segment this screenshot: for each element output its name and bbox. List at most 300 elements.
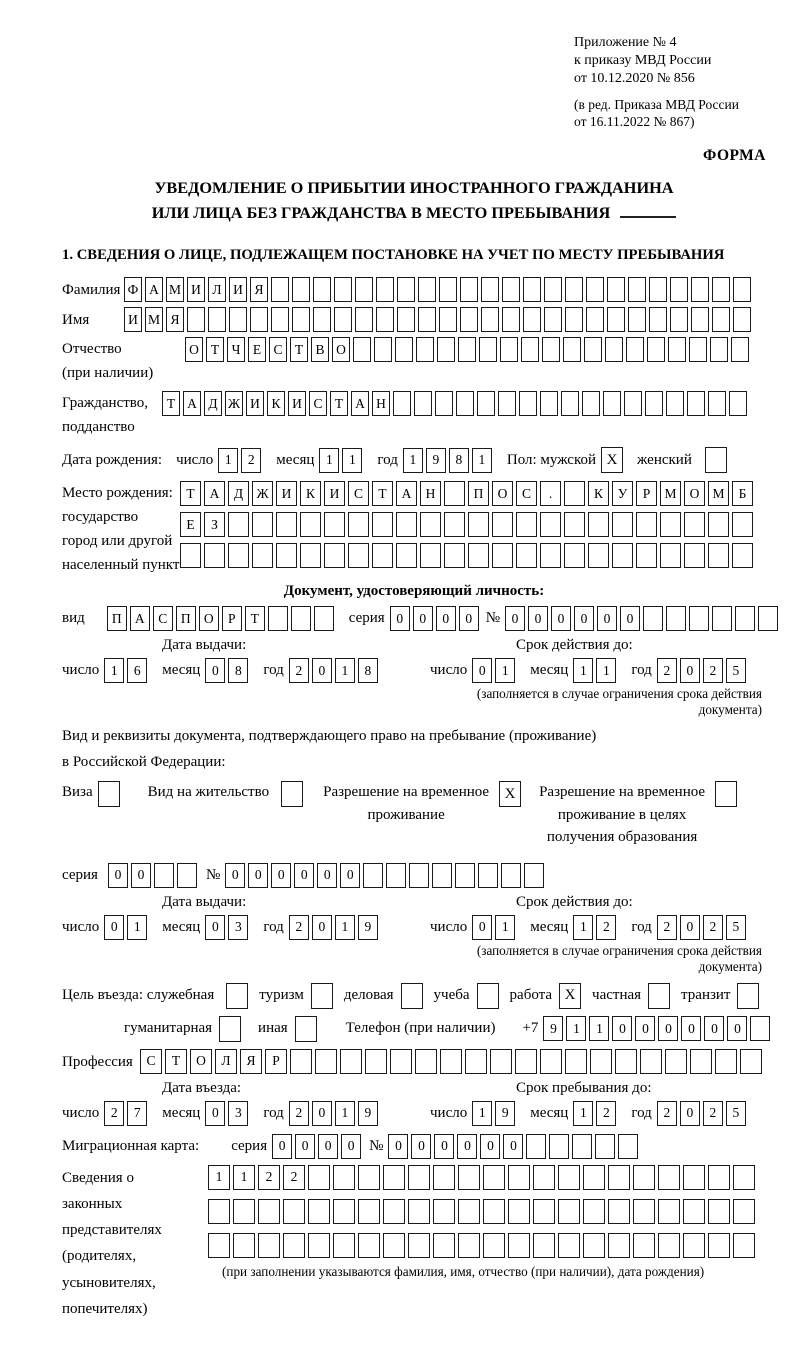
- form-cell: 2: [657, 915, 677, 940]
- form-cell: Д: [228, 481, 249, 506]
- form-cell: [526, 1134, 546, 1159]
- doc-series-label: серия: [348, 610, 385, 627]
- birth-place-row: [62, 481, 766, 577]
- form-cell: [250, 307, 268, 332]
- form-cell: 0: [340, 863, 360, 888]
- form-cell: [588, 512, 609, 537]
- residence-series-cells: [108, 863, 200, 888]
- residence-series-row: [62, 863, 766, 888]
- form-cell: 0: [612, 1016, 632, 1041]
- form-cell: И: [276, 481, 297, 506]
- form-cell: [666, 606, 686, 631]
- form-cell: [258, 1199, 280, 1224]
- form-cell: [564, 543, 585, 568]
- form-cell: [324, 512, 345, 537]
- form-cell: 0: [681, 1016, 701, 1041]
- representatives-cells-row1: [208, 1165, 758, 1190]
- form-cell: [456, 391, 474, 416]
- purpose-row1: Цель въезда: служебная туризм деловая учеба работа X частная транзит: [62, 983, 766, 1009]
- form-cell: [540, 1049, 562, 1074]
- form-cell: [481, 307, 499, 332]
- form-cell: Т: [245, 606, 265, 631]
- form-cell: [758, 606, 778, 631]
- phone-prefix: +7: [522, 1020, 539, 1037]
- form-cell: С: [516, 481, 537, 506]
- form-cell: [687, 391, 705, 416]
- form-cell: [508, 1165, 530, 1190]
- purpose-transit-checkbox: [737, 983, 759, 1009]
- form-cell: 1: [573, 1101, 593, 1126]
- form-cell: 0: [551, 606, 571, 631]
- form-cell: 0: [727, 1016, 747, 1041]
- form-cell: 1: [403, 448, 423, 473]
- form-cell: [733, 307, 751, 332]
- form-cell: 6: [127, 658, 147, 683]
- form-cell: [683, 1199, 705, 1224]
- form-cell: [733, 1199, 755, 1224]
- form-cell: [390, 1049, 412, 1074]
- form-cell: И: [324, 481, 345, 506]
- form-cell: [420, 512, 441, 537]
- form-cell: [460, 307, 478, 332]
- form-cell: [710, 337, 728, 362]
- given-name-label: Имя: [62, 312, 90, 329]
- form-cell: А: [183, 391, 201, 416]
- sex-female-label: женский: [637, 451, 692, 468]
- form-cell: [355, 277, 373, 302]
- patronymic-label: Отчество (при наличии): [62, 341, 154, 382]
- form-cell: 1: [573, 915, 593, 940]
- representatives-cells-row2: [208, 1199, 758, 1224]
- form-cell: [564, 512, 585, 537]
- form-cell: [533, 1165, 555, 1190]
- residence-dates: Дата выдачи: число 0 1 месяц 0 3 год 2 0 1 9 Срок действия до: число 0 1 месяц 1 2 год 2 0 2 5 (заполняется в случае ограничения срока действия документа): [62, 894, 766, 975]
- form-cell: [608, 1199, 630, 1224]
- form-cell: 0: [411, 1134, 431, 1159]
- form-cell: Т: [372, 481, 393, 506]
- edu-permit-option: Разрешение на временное проживание в целях получения образования: [539, 781, 737, 849]
- form-cell: Л: [208, 277, 226, 302]
- month-label: месяц: [276, 451, 315, 468]
- form-cell: У: [612, 481, 633, 506]
- form-cell: [515, 1049, 537, 1074]
- form-cell: [208, 1199, 230, 1224]
- entry-month-cells: [205, 1101, 251, 1126]
- form-cell: 0: [635, 1016, 655, 1041]
- form-cell: Т: [162, 391, 180, 416]
- issue-day-cells: [104, 658, 150, 683]
- form-cell: [708, 391, 726, 416]
- form-cell: [313, 307, 331, 332]
- form-cell: 0: [318, 1134, 338, 1159]
- migration-card-row: [62, 1134, 766, 1159]
- form-title: [62, 175, 766, 226]
- form-title-line2: ИЛИ ЛИЦА БЕЗ ГРАЖДАНСТВА В МЕСТО ПРЕБЫВАНИЯ: [151, 202, 611, 222]
- residence-intro: Вид и реквизиты документа, подтверждающего право на пребывание (проживание) в Российской Федерации:: [62, 728, 597, 770]
- form-cell: И: [124, 307, 142, 332]
- form-cell: [228, 543, 249, 568]
- form-cell: С: [140, 1049, 162, 1074]
- residence-permit-option: Вид на жительство: [148, 781, 303, 807]
- form-cell: [542, 337, 560, 362]
- form-cell: [645, 391, 663, 416]
- form-cell: [458, 1233, 480, 1258]
- purpose-business-checkbox: [226, 983, 248, 1009]
- form-cell: [355, 307, 373, 332]
- form-cell: [333, 1165, 355, 1190]
- form-cell: [271, 307, 289, 332]
- residence-permits-row: [62, 781, 766, 849]
- form-cell: [374, 337, 392, 362]
- form-cell: [383, 1199, 405, 1224]
- form-cell: 2: [657, 658, 677, 683]
- form-cell: [729, 391, 747, 416]
- form-cell: Т: [330, 391, 348, 416]
- form-cell: 2: [596, 915, 616, 940]
- phone-cells: [543, 1016, 773, 1041]
- form-cell: [292, 307, 310, 332]
- issue-date-head: Дата выдачи:: [162, 637, 247, 654]
- form-cell: К: [300, 481, 321, 506]
- doc-type-label: вид: [62, 610, 85, 627]
- form-cell: [523, 277, 541, 302]
- form-cell: [348, 512, 369, 537]
- form-cell: [508, 1199, 530, 1224]
- temp-permit-checkbox: X: [499, 781, 521, 807]
- form-cell: [590, 1049, 612, 1074]
- form-cell: 0: [457, 1134, 477, 1159]
- form-cell: [565, 277, 583, 302]
- form-cell: [712, 307, 730, 332]
- form-cell: Ж: [252, 481, 273, 506]
- temp-permit-option: Разрешение на временное проживание X: [323, 781, 521, 826]
- form-cell: М: [708, 481, 729, 506]
- form-cell: 0: [248, 863, 268, 888]
- form-cell: [437, 337, 455, 362]
- form-cell: [683, 1165, 705, 1190]
- form-cell: Н: [372, 391, 390, 416]
- form-cell: 0: [271, 863, 291, 888]
- migration-series-label: серия: [231, 1137, 268, 1154]
- form-cell: [458, 1165, 480, 1190]
- form-cell: [291, 606, 311, 631]
- form-cell: 1: [104, 658, 124, 683]
- form-cell: [358, 1199, 380, 1224]
- form-cell: 0: [295, 1134, 315, 1159]
- form-cell: [383, 1165, 405, 1190]
- stay-until-month-cells: [573, 1101, 619, 1126]
- form-cell: [731, 337, 749, 362]
- purpose-work-checkbox: X: [559, 983, 581, 1009]
- form-cell: [502, 277, 520, 302]
- sex-label: Пол: мужской: [506, 451, 597, 468]
- given-name-row: [62, 307, 766, 332]
- form-cell: Ж: [225, 391, 243, 416]
- form-cell: [283, 1199, 305, 1224]
- form-cell: 2: [289, 658, 309, 683]
- form-cell: [376, 307, 394, 332]
- form-cell: 7: [127, 1101, 147, 1126]
- form-cell: [395, 337, 413, 362]
- form-cell: 0: [680, 658, 700, 683]
- birth-place-cells-row2: [180, 512, 756, 537]
- form-cell: 0: [505, 606, 525, 631]
- form-cell: [458, 337, 476, 362]
- appendix-line: Приложение № 4: [574, 35, 677, 50]
- form-cell: [691, 277, 709, 302]
- form-cell: О: [185, 337, 203, 362]
- form-cell: 0: [388, 1134, 408, 1159]
- form-cell: [290, 1049, 312, 1074]
- form-cell: 0: [436, 606, 456, 631]
- profession-label: Профессия: [62, 1053, 133, 1070]
- residence-permit-checkbox: [281, 781, 303, 807]
- form-cell: [315, 1049, 337, 1074]
- stay-until-day-cells: [472, 1101, 518, 1126]
- residence-expiry-note: (заполняется в случае ограничения срока действия документа): [476, 942, 762, 974]
- form-cell: [708, 1165, 730, 1190]
- form-cell: 0: [104, 915, 124, 940]
- form-cell: [521, 337, 539, 362]
- form-cell: Я: [166, 307, 184, 332]
- doc-number-cells: [505, 606, 781, 631]
- form-cell: Т: [206, 337, 224, 362]
- form-cell: [500, 337, 518, 362]
- form-cell: [660, 543, 681, 568]
- form-cell: 9: [543, 1016, 563, 1041]
- form-cell: [333, 1233, 355, 1258]
- form-cell: [558, 1233, 580, 1258]
- form-cell: Т: [180, 481, 201, 506]
- form-cell: 0: [472, 915, 492, 940]
- form-cell: 2: [258, 1165, 280, 1190]
- form-cell: 1: [472, 448, 492, 473]
- form-cell: [519, 391, 537, 416]
- form-cell: [492, 543, 513, 568]
- form-cell: 0: [225, 863, 245, 888]
- form-cell: А: [204, 481, 225, 506]
- form-cell: Ф: [124, 277, 142, 302]
- residence-expiry-day-cells: [472, 915, 518, 940]
- form-cell: [433, 1165, 455, 1190]
- form-cell: [418, 277, 436, 302]
- form-cell: 0: [413, 606, 433, 631]
- form-cell: Р: [636, 481, 657, 506]
- form-cell: Д: [204, 391, 222, 416]
- form-cell: [565, 307, 583, 332]
- form-cell: [708, 1199, 730, 1224]
- form-cell: И: [246, 391, 264, 416]
- form-cell: [490, 1049, 512, 1074]
- form-cell: [418, 307, 436, 332]
- form-cell: [228, 512, 249, 537]
- form-cell: 0: [704, 1016, 724, 1041]
- citizenship-row: [62, 391, 766, 439]
- form-cell: 1: [233, 1165, 255, 1190]
- form-cell: [252, 543, 273, 568]
- form-cell: [628, 307, 646, 332]
- form-cell: [292, 277, 310, 302]
- form-cell: [414, 391, 432, 416]
- form-cell: [276, 543, 297, 568]
- form-cell: [605, 337, 623, 362]
- form-cell: [643, 606, 663, 631]
- form-cell: [397, 277, 415, 302]
- form-cell: [735, 606, 755, 631]
- form-cell: 2: [283, 1165, 305, 1190]
- appendix-line: к приказу МВД России: [574, 53, 712, 69]
- form-cell: [733, 277, 751, 302]
- patronymic-row: [62, 337, 766, 385]
- form-cell: [691, 307, 709, 332]
- form-cell: Я: [250, 277, 268, 302]
- form-cell: [649, 277, 667, 302]
- form-cell: [608, 1233, 630, 1258]
- form-cell: 2: [104, 1101, 124, 1126]
- form-cell: [300, 543, 321, 568]
- form-cell: [432, 863, 452, 888]
- form-cell: [465, 1049, 487, 1074]
- form-cell: [353, 337, 371, 362]
- form-cell: 0: [390, 606, 410, 631]
- form-cell: [540, 543, 561, 568]
- form-cell: [458, 1199, 480, 1224]
- residence-series-label: серия: [62, 866, 98, 883]
- form-cell: [508, 1233, 530, 1258]
- form-cell: 0: [472, 658, 492, 683]
- purpose-other-checkbox: [295, 1016, 317, 1042]
- form-cell: [154, 863, 174, 888]
- form-cell: [636, 512, 657, 537]
- form-cell: 1: [495, 915, 515, 940]
- birth-date-label: Дата рождения:: [62, 451, 163, 468]
- stay-until-year-cells: [657, 1101, 749, 1126]
- edition-line: от 16.11.2022 № 867): [574, 114, 695, 130]
- form-cell: 0: [272, 1134, 292, 1159]
- form-cell: [460, 277, 478, 302]
- entry-year-cells: [289, 1101, 381, 1126]
- residence-expiry-year-cells: [657, 915, 749, 940]
- form-cell: 1: [335, 915, 355, 940]
- form-cell: [564, 481, 585, 506]
- form-cell: [558, 1199, 580, 1224]
- form-cell: [533, 1199, 555, 1224]
- form-cell: Р: [265, 1049, 287, 1074]
- form-cell: [658, 1199, 680, 1224]
- form-cell: [732, 543, 753, 568]
- doc-number-label: №: [485, 610, 500, 627]
- form-cell: [444, 481, 465, 506]
- form-cell: О: [492, 481, 513, 506]
- form-cell: [615, 1049, 637, 1074]
- representatives-note: (при заполнении указываются фамилия, имя, отчество (при наличии), дата рождения): [222, 1263, 705, 1279]
- form-cell: [624, 391, 642, 416]
- form-cell: [444, 512, 465, 537]
- form-cell: [208, 1233, 230, 1258]
- visa-checkbox: [98, 781, 120, 807]
- form-cell: 0: [312, 1101, 332, 1126]
- form-cell: [300, 512, 321, 537]
- form-cell: [690, 1049, 712, 1074]
- form-cell: 0: [680, 1101, 700, 1126]
- form-cell: [583, 1199, 605, 1224]
- form-cell: [252, 512, 273, 537]
- form-cell: Т: [165, 1049, 187, 1074]
- form-cell: [565, 1049, 587, 1074]
- form-cell: 0: [131, 863, 151, 888]
- form-cell: К: [267, 391, 285, 416]
- form-cell: [408, 1165, 430, 1190]
- form-cell: [204, 543, 225, 568]
- form-cell: [416, 337, 434, 362]
- entry-day-cells: [104, 1101, 150, 1126]
- profession-cells: [140, 1049, 765, 1074]
- form-cell: [358, 1233, 380, 1258]
- form-cell: 0: [205, 915, 225, 940]
- form-cell: К: [588, 481, 609, 506]
- form-cell: 0: [205, 1101, 225, 1126]
- form-cell: [586, 307, 604, 332]
- form-cell: 0: [317, 863, 337, 888]
- issue-month-cells: [205, 658, 251, 683]
- form-cell: [348, 543, 369, 568]
- form-cell: [372, 543, 393, 568]
- form-cell: [665, 1049, 687, 1074]
- form-cell: А: [351, 391, 369, 416]
- form-cell: [608, 1165, 630, 1190]
- form-cell: [439, 307, 457, 332]
- residence-number-label: №: [205, 866, 221, 883]
- residence-expiry-month-cells: [573, 915, 619, 940]
- form-cell: 0: [680, 915, 700, 940]
- form-cell: [595, 1134, 615, 1159]
- citizenship-cells: [162, 391, 750, 439]
- form-cell: П: [468, 481, 489, 506]
- form-cell: [498, 391, 516, 416]
- form-cell: 1: [573, 658, 593, 683]
- form-cell: [258, 1233, 280, 1258]
- form-cell: [333, 1199, 355, 1224]
- form-cell: 2: [703, 658, 723, 683]
- form-cell: [386, 863, 406, 888]
- form-cell: 5: [726, 915, 746, 940]
- surname-row: [62, 277, 766, 302]
- form-cell: И: [187, 277, 205, 302]
- birth-day-cells: [218, 448, 264, 473]
- form-cell: О: [199, 606, 219, 631]
- form-cell: [479, 337, 497, 362]
- day-label: число: [176, 451, 214, 468]
- form-cell: [415, 1049, 437, 1074]
- form-cell: [572, 1134, 592, 1159]
- form-cell: [233, 1199, 255, 1224]
- form-cell: 8: [449, 448, 469, 473]
- form-cell: [524, 863, 544, 888]
- purpose-label: Цель въезда: служебная: [62, 987, 215, 1004]
- form-cell: [582, 391, 600, 416]
- residence-expiry-head: Срок действия до:: [516, 893, 633, 910]
- form-cell: [583, 1233, 605, 1258]
- form-cell: [468, 512, 489, 537]
- doc-series-cells: [390, 606, 482, 631]
- form-cell: 0: [503, 1134, 523, 1159]
- form-cell: 2: [241, 448, 261, 473]
- form-cell: З: [204, 512, 225, 537]
- form-cell: [483, 1165, 505, 1190]
- form-cell: [715, 1049, 737, 1074]
- residence-issue-day-cells: [104, 915, 150, 940]
- form-cell: [455, 863, 475, 888]
